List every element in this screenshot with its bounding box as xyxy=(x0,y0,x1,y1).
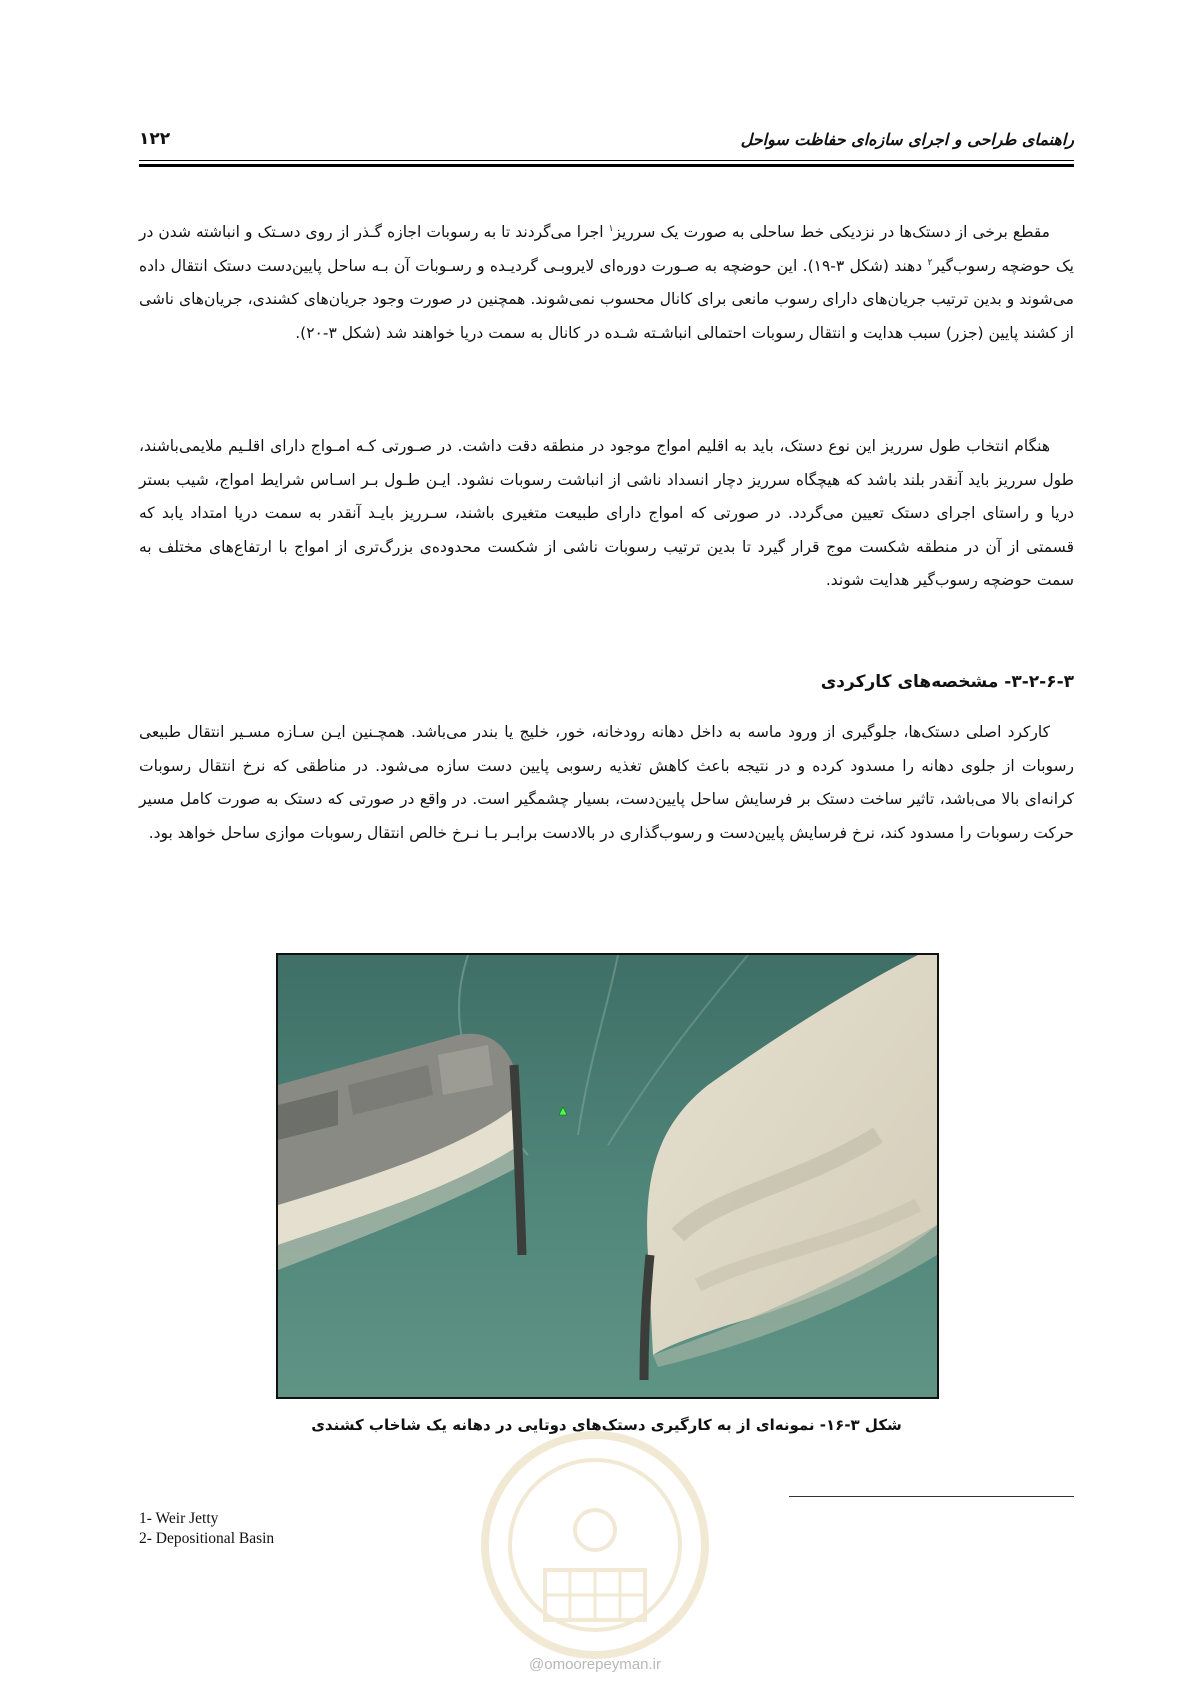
paragraph-3 xyxy=(139,716,1074,850)
paragraph-1-part-a: مقطع برخی از دستک‌ها در نزدیکی خط ساحلی به صورت یک سرریز xyxy=(613,223,1050,241)
header-rule xyxy=(139,160,1074,167)
watermark-url: @omoorepeyman.ir xyxy=(529,1656,661,1673)
footnote-separator xyxy=(789,1496,1074,1497)
page-number: ۱۲۲ xyxy=(139,129,171,149)
watermark-seal xyxy=(470,1420,720,1670)
paragraph-1 xyxy=(139,216,1074,350)
watermark-seal-icon xyxy=(470,1420,720,1670)
aerial-photo-drawing xyxy=(278,955,937,1397)
footnotes xyxy=(139,1509,274,1549)
aerial-photo xyxy=(276,953,939,1399)
paragraph-2 xyxy=(139,430,1074,598)
footnote-ref-1: ۱ xyxy=(608,223,614,234)
figure-caption: شکل ۳-۱۶- نمونه‌ای از به کارگیری دستک‌های دوتایی در دهانه یک شاخاب کشندی xyxy=(311,1416,902,1434)
paragraph-3-text: کارکرد اصلی دستک‌ها، جلوگیری از ورود ماسه به داخل دهانه رودخانه، خور، خلیج یا بندر می‌باشد. همچـنین ایـن سـازه مسـیر انتقال طبیعی رسوبات از جلوی دهانه را مسدود کرده و در نتیجه باعث کاهش تغذیه رسوبی پایین دست سازه می‌شود. در مناطقی که نرخ انتقال رسوبات کرانه‌ای بالا می‌باشد، تاثیر ساخت دستک بر فرسایش ساحل پایین‌دست، بسیار چشمگیر است. در واقع در صورتی که دستک به صورت کامل مسیر حرکت رسوبات را مسدود کند، نرخ فرسایش پایین‌دست و رسوب‌گذاری در بالادست برابـر بـا نـرخ خالص انتقال رسوبات موازی ساحل خواهد بود. xyxy=(139,723,1074,842)
paragraph-1-part-c: دهند (شکل ۳-۱۹). این حوضچه به صـورت دوره‌ای لایروبـی گردیـده و رسـوبات آن بـه ساحل پایین‌دست دستک انتقال داده می‌شوند و بدین ترتیب جریان‌های دارای رسوب مانعی برای کانال محسوب نمی‌شوند. همچنین در صورت وجود جریان‌های کشندی، جریان‌های ناشی از کشند پایین (جزر) سبب هدایت و انتقال رسوبات احتمالی انباشـته شـده در کانال به سمت دریا خواهند شد (شکل ۳-۲۰). xyxy=(139,256,1074,342)
running-title: راهنمای طراحی و اجرای سازه‌ای حفاظت سواحل xyxy=(740,129,1074,149)
paragraph-2-text: هنگام انتخاب طول سرریز این نوع دستک، باید به اقلیم امواج موجود در منطقه دقت داشت. در صـورتی کـه امـواج دارای اقلـیم ملایمی‌باشند، طول سرریز باید آنقدر بلند باشد که هیچگاه سرریز دچار انسداد ناشی از انباشت رسوبات نشود. ایـن طـول بـر اسـاس شرایط امواج، شیب بستر دریا و راستای اجرای دستک تعیین می‌گردد. در صورتی که امواج دارای طبیعت متغیری باشند، سـرریز بایـد آنقدر به سمت دریا امتداد یابد که قسمتی از آن در منطقه شکست موج قرار گیرد تا بدین ترتیب رسوبات ناشی از شکست محدوده‌ی بزرگ‌تری از امواج با ارتفاع‌های مختلف به سمت حوضچه رسوب‌گیر هدایت شوند. xyxy=(139,437,1074,589)
footnote-1: 1- Weir Jetty xyxy=(139,1510,219,1527)
footnote-ref-2: ۲ xyxy=(927,257,933,268)
paragraph-1-part-b: اجرا می‌گردند تا به رسوبات اجازه گـذر از روی دسـتک و انباشته شدن در یک حوضچه رسوب‌گیر xyxy=(139,223,1075,275)
section-heading: ۳-۲-۶-۳- مشخصه‌های کارکردی xyxy=(820,672,1074,692)
page-header xyxy=(139,126,1074,152)
footnote-2: 2- Depositional Basin xyxy=(139,1530,275,1547)
